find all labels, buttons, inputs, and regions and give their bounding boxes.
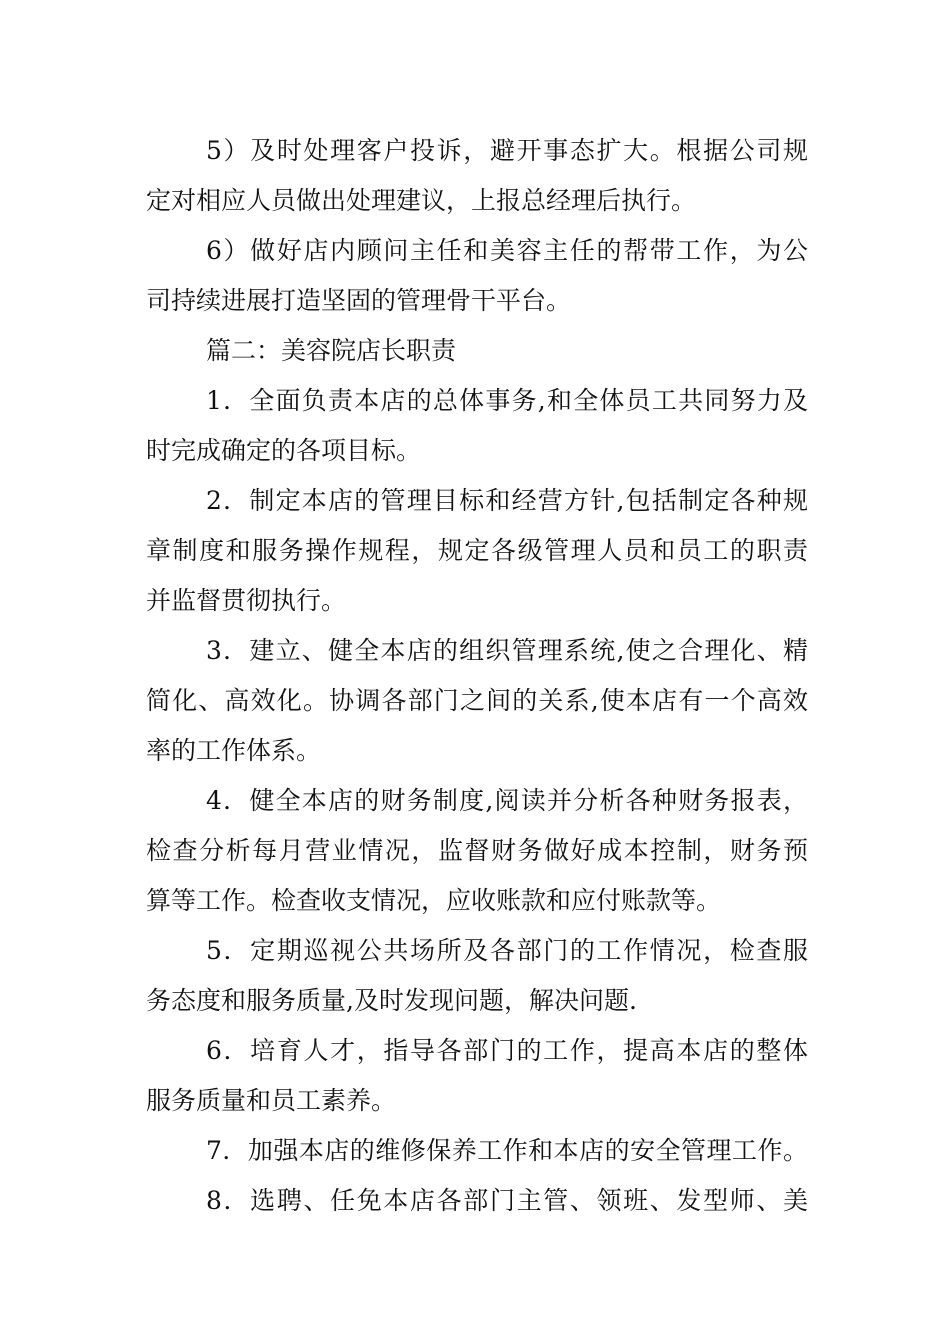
section-heading: 篇二：美容院店长职责: [206, 336, 457, 365]
paragraph-line: 8．选聘、任免本店各部门主管、领班、发型师、美: [206, 1186, 808, 1215]
paragraph-line: 7．加强本店的维修保养工作和本店的安全管理工作。: [206, 1136, 808, 1165]
paragraph-line: 6）做好店内顾问主任和美容主任的帮带工作，为公: [206, 236, 808, 265]
paragraph-line: 2．制定本店的管理目标和经营方针,包括制定各种规: [206, 486, 808, 515]
paragraph-line: 4．健全本店的财务制度,阅读并分析各种财务报表，: [206, 786, 808, 815]
paragraph-line: 时完成确定的各项目标。: [146, 436, 422, 465]
paragraph-line: 6．培育人才，指导各部门的工作，提高本店的整体: [206, 1036, 808, 1065]
paragraph-line: 检查分析每月营业情况，监督财务做好成本控制，财务预: [146, 836, 808, 865]
paragraph-line: 简化、高效化。协调各部门之间的关系,使本店有一个高效: [146, 686, 808, 715]
paragraph-line: 定对相应人员做出处理建议，上报总经理后执行。: [146, 186, 697, 215]
paragraph-line: 5）及时处理客户投诉，避开事态扩大。根据公司规: [206, 136, 808, 165]
paragraph-line: 章制度和服务操作规程，规定各级管理人员和员工的职责: [146, 536, 808, 565]
paragraph-line: 率的工作体系。: [146, 736, 322, 765]
paragraph-line: 服务质量和员工素养。: [146, 1086, 397, 1115]
paragraph-line: 务态度和服务质量,及时发现问题，解决问题.: [146, 986, 637, 1015]
paragraph-line: 司持续进展打造坚固的管理骨干平台。: [146, 286, 572, 315]
document-body: [146, 126, 808, 1226]
paragraph-line: 5．定期巡视公共场所及各部门的工作情况，检查服: [206, 936, 808, 965]
paragraph-line: 3．建立、健全本店的组织管理系统,使之合理化、精: [206, 636, 808, 665]
paragraph-line: 算等工作。检查收支情况，应收账款和应付账款等。: [146, 886, 722, 915]
paragraph-line: 1．全面负责本店的总体事务,和全体员工共同努力及: [206, 386, 808, 415]
paragraph-line: 并监督贯彻执行。: [146, 586, 347, 615]
